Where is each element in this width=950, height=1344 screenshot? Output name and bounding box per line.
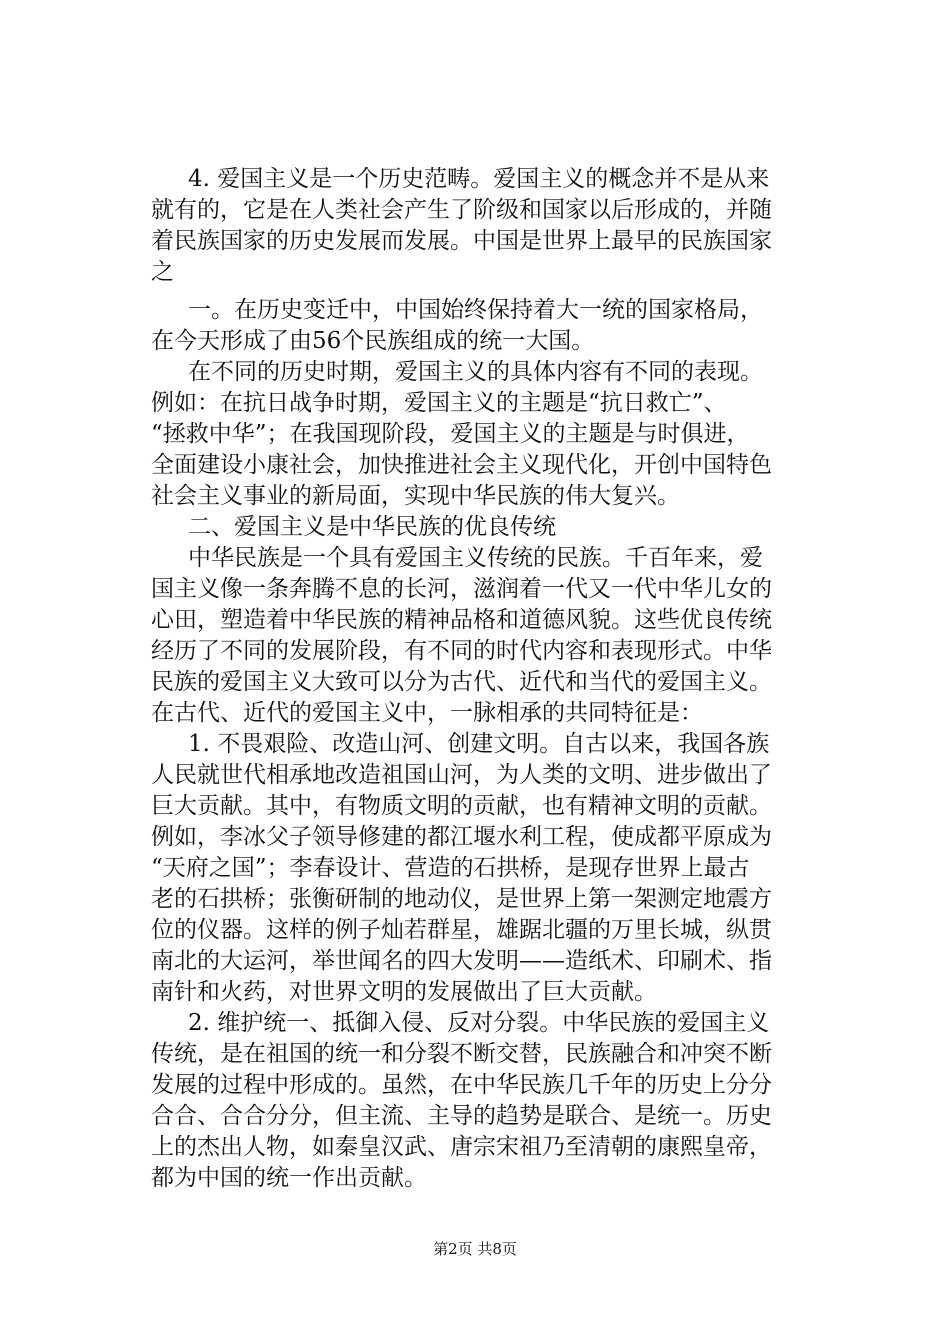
paragraph-line: 例如：在抗日战争时期，爱国主义的主题是“抗日救亡”、 bbox=[151, 390, 727, 416]
paragraph-line: 经历了不同的发展阶段，有不同的时代内容和表现形式。中华 bbox=[151, 638, 772, 664]
paragraph-line: 传统，是在祖国的统一和分裂不断交替，民族融合和冲突不断 bbox=[151, 1041, 772, 1067]
page-number-footer: 第2页 共8页 bbox=[433, 1240, 517, 1258]
paragraph-line: 南针和火药，对世界文明的发展做出了巨大贡献。 bbox=[151, 979, 657, 1005]
paragraph-line: 民族的爱国主义大致可以分为古代、近代和当代的爱国主义。 bbox=[151, 669, 772, 695]
paragraph-line: 老的石拱桥；张衡研制的地动仪，是世界上第一架测定地震方 bbox=[151, 886, 772, 912]
paragraph-line: 就有的，它是在人类社会产生了阶级和国家以后形成的，并随 bbox=[151, 197, 772, 223]
body-text bbox=[151, 164, 807, 1194]
paragraph-line: 之 bbox=[151, 259, 174, 285]
paragraph-line: “拯救中华”；在我国现阶段，爱国主义的主题是与时俱进， bbox=[151, 421, 750, 447]
paragraph-line: “天府之国”；李春设计、营造的石拱桥，是现存世界上最古 bbox=[151, 855, 750, 881]
paragraph-line: 2. 维护统一、抵御入侵、反对分裂。中华民族的爱国主义 bbox=[188, 1010, 770, 1036]
paragraph-line: 上的杰出人物，如秦皇汉武、唐宗宋祖乃至清朝的康熙皇帝， bbox=[151, 1134, 772, 1160]
paragraph-line: 巨大贡献。其中，有物质文明的贡献，也有精神文明的贡献。 bbox=[151, 793, 772, 819]
section-heading: 二、爱国主义是中华民族的优良传统 bbox=[188, 514, 556, 540]
paragraph-line: 在不同的历史时期，爱国主义的具体内容有不同的表现。 bbox=[188, 359, 763, 385]
paragraph-line: 一。在历史变迁中，中国始终保持着大一统的国家格局， bbox=[188, 297, 763, 323]
paragraph-line: 位的仪器。这样的例子灿若群星，雄踞北疆的万里长城，纵贯 bbox=[151, 917, 772, 943]
paragraph-line: 在今天形成了由56个民族组成的统一大国。 bbox=[151, 328, 595, 354]
paragraph-line: 南北的大运河，举世闻名的四大发明——造纸术、印刷术、指 bbox=[151, 948, 772, 974]
paragraph-line: 1. 不畏艰险、改造山河、创建文明。自古以来，我国各族 bbox=[188, 731, 770, 757]
paragraph-line: 例如，李冰父子领导修建的都江堰水利工程，使成都平原成为 bbox=[151, 824, 772, 850]
paragraph-line: 着民族国家的历史发展而发展。中国是世界上最早的民族国家 bbox=[151, 228, 772, 254]
paragraph-line: 4. 爱国主义是一个历史范畴。爱国主义的概念并不是从来 bbox=[188, 166, 770, 192]
paragraph-line: 全面建设小康社会，加快推进社会主义现代化，开创中国特色 bbox=[151, 452, 772, 478]
paragraph-line: 中华民族是一个具有爱国主义传统的民族。千百年来，爱 bbox=[188, 545, 763, 571]
paragraph-line: 心田，塑造着中华民族的精神品格和道德风貌。这些优良传统 bbox=[151, 607, 772, 633]
paragraph-line: 人民就世代相承地改造祖国山河，为人类的文明、进步做出了 bbox=[151, 762, 772, 788]
paragraph-line: 合合、合合分分，但主流、主导的趋势是联合、是统一。历史 bbox=[151, 1103, 772, 1129]
paragraph-line: 社会主义事业的新局面，实现中华民族的伟大复兴。 bbox=[151, 483, 680, 509]
paragraph-line: 在古代、近代的爱国主义中，一脉相承的共同特征是： bbox=[151, 700, 703, 726]
paragraph-line: 都为中国的统一作出贡献。 bbox=[151, 1165, 427, 1191]
paragraph-line: 国主义像一条奔腾不息的长河，滋润着一代又一代中华儿女的 bbox=[151, 576, 772, 602]
paragraph-line: 发展的过程中形成的。虽然，在中华民族几千年的历史上分分 bbox=[151, 1072, 772, 1098]
